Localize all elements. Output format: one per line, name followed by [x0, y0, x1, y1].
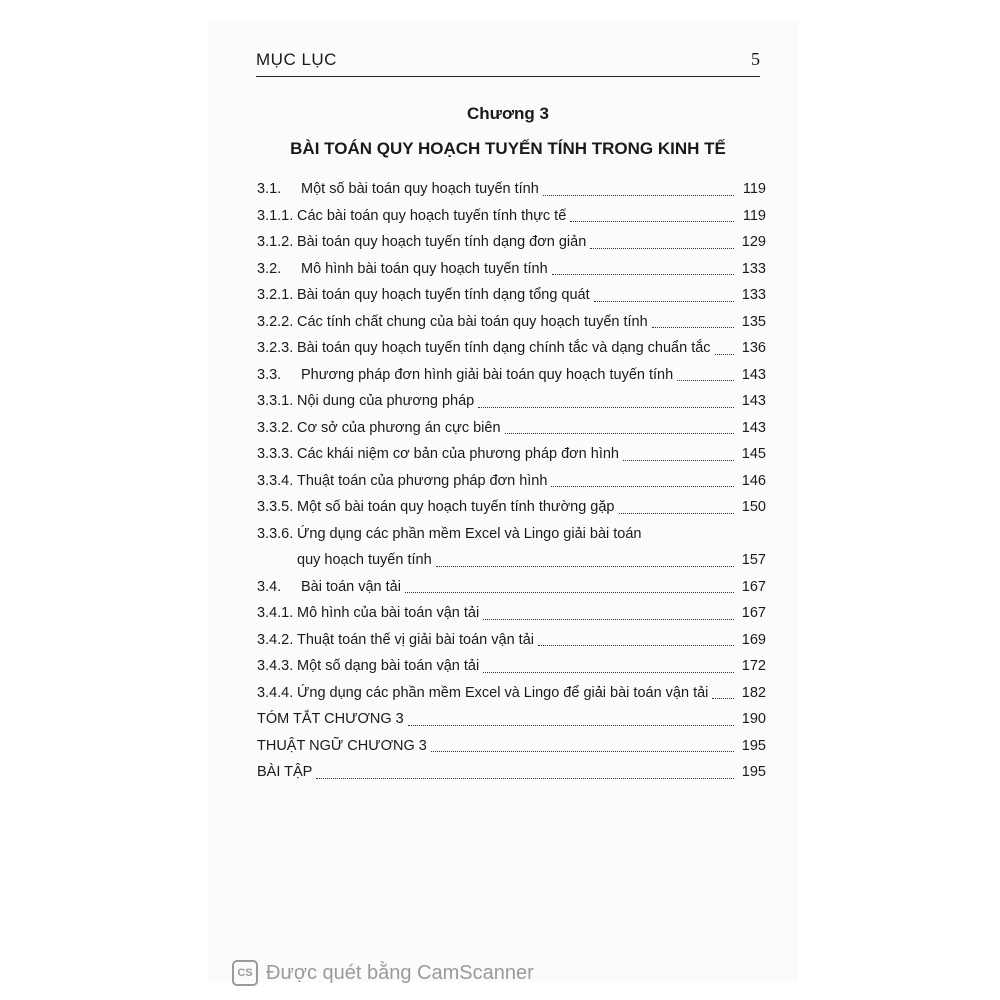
toc-entry — [257, 494, 766, 521]
toc-entry-title: Một số dạng bài toán vận tải — [297, 658, 480, 674]
toc-entry-number: 3.3.3. — [257, 446, 294, 462]
dot-leader — [652, 327, 734, 328]
toc-entry-title: Phương pháp đơn hình giải bài toán quy hoạch tuyến tính — [301, 366, 674, 383]
toc-entry-page: 143 — [741, 393, 766, 409]
toc-entry-page: 167 — [741, 578, 766, 595]
dot-leader — [590, 248, 734, 249]
toc-entry-title: Các tính chất chung của bài toán quy hoạch tuyến tính — [297, 313, 648, 330]
toc-entry-number: 3.3.2. — [257, 419, 294, 436]
toc-entry-page: 146 — [741, 472, 766, 489]
toc-entry-number: 3.3.1. — [257, 393, 294, 409]
toc-entry-title: Một số bài toán quy hoạch tuyến tính thường gặp — [297, 499, 615, 515]
dot-leader — [552, 274, 734, 275]
camscanner-logo-icon: CS — [232, 960, 258, 986]
toc-entry — [257, 256, 766, 283]
toc-entry — [257, 627, 766, 654]
toc-entry-number: 3.3. — [257, 366, 282, 383]
toc-entry-number: 3.4.3. — [257, 658, 294, 674]
toc-entry-title: Bài toán quy hoạch tuyến tính dạng chính tắc và dạng chuẩn tắc — [297, 340, 711, 356]
toc-entry-page: 182 — [741, 684, 766, 701]
toc-entry-number: 3.4.2. — [257, 631, 294, 648]
dot-leader — [570, 221, 734, 222]
toc-entry-number: 3.2. — [257, 260, 282, 277]
dot-leader — [431, 751, 734, 752]
toc-entry-title: Cơ sở của phương án cực biên — [297, 419, 501, 436]
toc-entry-title: Các bài toán quy hoạch tuyến tính thực tế — [297, 207, 567, 224]
toc-entry-page: 195 — [741, 764, 766, 780]
toc-entry-title: Thuật toán của phương pháp đơn hình — [297, 472, 548, 489]
toc-entry — [257, 362, 766, 389]
toc-entry — [257, 176, 766, 203]
dot-leader — [543, 195, 734, 196]
toc-entry-number: 3.4.4. — [257, 684, 294, 701]
toc-entry-page: 190 — [741, 711, 766, 727]
toc-entry-title: Mô hình của bài toán vận tải — [297, 605, 480, 621]
dot-leader — [712, 698, 734, 699]
toc-entry — [257, 574, 766, 601]
toc-entry-title: TÓM TẮT CHƯƠNG 3 — [257, 711, 404, 727]
toc-entry-page: 172 — [741, 658, 766, 674]
chapter-heading: BÀI TOÁN QUY HOẠCH TUYẾN TÍNH TRONG KINH TẾ — [290, 139, 726, 158]
dot-leader — [551, 486, 734, 487]
toc-entry-page: 136 — [741, 340, 766, 356]
dot-leader — [619, 513, 735, 514]
toc-entry-page: 167 — [741, 605, 766, 621]
toc-entry-title: Các khái niệm cơ bản của phương pháp đơn hình — [297, 446, 619, 462]
toc-entry-page: 133 — [741, 260, 766, 277]
dot-leader — [623, 460, 734, 461]
dot-leader — [538, 645, 734, 646]
dot-leader — [483, 619, 734, 620]
toc-entry-title: Ứng dụng các phần mềm Excel và Lingo để giải bài toán vận tải — [297, 684, 709, 701]
running-header — [256, 44, 760, 77]
dot-leader — [715, 354, 734, 355]
toc-entry-title: Bài toán vận tải — [301, 578, 401, 595]
dot-leader — [316, 778, 734, 779]
toc-entry — [257, 415, 766, 442]
toc-entry — [257, 282, 766, 309]
toc-entry-number: 3.3.6. — [257, 525, 294, 542]
toc-entry-title: Thuật toán thế vị giải bài toán vận tải — [297, 631, 534, 648]
toc-entry — [257, 706, 766, 733]
toc-entry — [257, 335, 766, 362]
dot-leader — [677, 380, 734, 381]
toc-entry-number: 3.1.2. — [257, 234, 294, 250]
dot-leader — [408, 725, 734, 726]
toc-entry — [257, 600, 766, 627]
toc-entry-title: Mô hình bài toán quy hoạch tuyến tính — [301, 260, 548, 277]
toc-entry-title: Ứng dụng các phần mềm Excel và Lingo giải bài toán — [297, 525, 642, 542]
header-page-number: 5 — [751, 49, 760, 69]
dot-leader — [505, 433, 734, 434]
toc-entry — [257, 733, 766, 760]
chapter-label: Chương 3 — [466, 104, 549, 123]
toc-entry — [257, 680, 766, 707]
dot-leader — [436, 566, 734, 567]
header-title: MỤC LỤC — [256, 50, 337, 69]
toc-entry-page: 169 — [741, 631, 766, 648]
toc-entry-title: BÀI TẬP — [257, 764, 313, 780]
toc-entry-page: 157 — [741, 552, 766, 568]
toc-entry-title: Bài toán quy hoạch tuyến tính dạng đơn giản — [297, 234, 587, 250]
toc-entry — [257, 441, 766, 468]
table-of-contents — [257, 176, 766, 786]
toc-entry-page: 119 — [742, 207, 766, 224]
toc-entry-number: 3.1.1. — [257, 207, 294, 224]
toc-entry-page: 195 — [741, 737, 766, 754]
toc-entry-number: 3.3.5. — [257, 499, 294, 515]
toc-entry-page: 133 — [741, 287, 766, 303]
toc-entry-number: 3.2.1. — [257, 287, 294, 303]
camscanner-watermark — [232, 960, 534, 986]
toc-entry-title: Nội dung của phương pháp — [297, 393, 475, 409]
watermark-text: Được quét bằng CamScanner — [266, 961, 534, 984]
toc-entry — [257, 229, 766, 256]
toc-entry-title: THUẬT NGỮ CHƯƠNG 3 — [257, 737, 427, 754]
toc-entry-number: 3.3.4. — [257, 472, 294, 489]
toc-entry — [257, 759, 766, 786]
toc-entry-page: 143 — [741, 419, 766, 436]
toc-entry-number: 3.2.2. — [257, 313, 294, 330]
dot-leader — [483, 672, 734, 673]
dot-leader — [478, 407, 734, 408]
toc-entry-page: 145 — [741, 446, 766, 462]
toc-entry-title: Một số bài toán quy hoạch tuyến tính — [301, 181, 539, 197]
dot-leader — [405, 592, 734, 593]
toc-entry — [257, 653, 766, 680]
toc-entry-page: 119 — [742, 181, 766, 197]
toc-entry-title: Bài toán quy hoạch tuyến tính dạng tổng quát — [297, 287, 590, 303]
dot-leader — [594, 301, 734, 302]
toc-entry — [257, 388, 766, 415]
toc-entry-page: 135 — [741, 313, 766, 330]
toc-entry-page: 150 — [741, 499, 766, 515]
toc-entry — [257, 203, 766, 230]
toc-entry — [257, 521, 766, 574]
toc-entry — [257, 309, 766, 336]
toc-entry — [257, 468, 766, 495]
toc-entry-number: 3.2.3. — [257, 340, 294, 356]
toc-entry-page: 143 — [741, 366, 766, 383]
toc-entry-title-continued: quy hoạch tuyến tính — [297, 552, 432, 568]
toc-entry-page: 129 — [741, 234, 766, 250]
toc-entry-number: 3.1. — [257, 181, 282, 197]
toc-entry-number: 3.4. — [257, 578, 282, 595]
toc-entry-number: 3.4.1. — [257, 605, 294, 621]
